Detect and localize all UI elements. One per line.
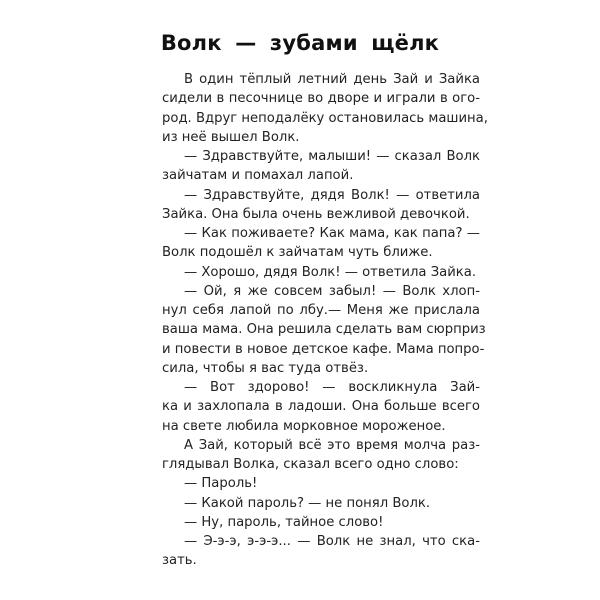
text-line: — Здравствуйте, дядя Волк! — ответила bbox=[184, 187, 480, 203]
text-line: сила, чтобы я вас туда отвёз. bbox=[162, 360, 369, 376]
text-line: сидели в песочнице во дворе и играли в ого- bbox=[162, 91, 480, 107]
text-line: и повести в новое детское кафе. Мама попро- bbox=[162, 341, 485, 357]
text-line: — Какой пароль? — не понял Волк. bbox=[184, 495, 431, 511]
text-line: — Ой, я же совсем забыл! — Волк хлоп- bbox=[184, 283, 480, 299]
chapter-title: Волк — зубами щёлк bbox=[160, 31, 440, 55]
text-line: зайчатам и помахал лапой. bbox=[162, 168, 354, 184]
text-line: Зайка. Она была очень вежливой девочкой. bbox=[162, 206, 470, 222]
text-line: глядывал Волка, сказал всего одно слово: bbox=[162, 457, 459, 472]
text-line: — Вот здорово! — воскликнула Зай- bbox=[184, 380, 480, 395]
text-line: — Как поживаете? Как мама, как папа? — bbox=[184, 226, 480, 241]
story-text bbox=[162, 70, 488, 571]
text-line: В один тёплый летний день Зай и Зайка bbox=[184, 72, 480, 87]
text-line: род. Вдруг неподалёку остановилась машина, bbox=[162, 110, 488, 126]
text-line: ка и захлопала в ладоши. Она больше всего bbox=[162, 399, 480, 415]
text-line: ваша мама. Она решила сделать вам сюрприз bbox=[162, 322, 486, 338]
text-line: — Пароль! bbox=[184, 476, 258, 492]
text-line: — Здравствуйте, малыши! — сказал Волк bbox=[184, 149, 480, 164]
text-line: Волк подошёл к зайчатам чуть ближе. bbox=[162, 245, 433, 261]
text-line: зать. bbox=[162, 553, 197, 569]
text-line: из неё вышел Волк. bbox=[162, 129, 300, 145]
text-line: — Ну, пароль, тайное слово! bbox=[184, 514, 384, 530]
text-line: на свете любила морковное мороженое. bbox=[162, 418, 446, 434]
text-line: нул себя лапой по лбу.— Меня же прислала bbox=[162, 303, 480, 318]
text-line: — Э-э-э, э-э-э... — Волк не знал, что ска- bbox=[184, 534, 480, 549]
text-line: А Зай, который всё это время молча раз- bbox=[184, 437, 480, 453]
text-line: — Хорошо, дядя Волк! — ответила Зайка. bbox=[184, 264, 477, 280]
